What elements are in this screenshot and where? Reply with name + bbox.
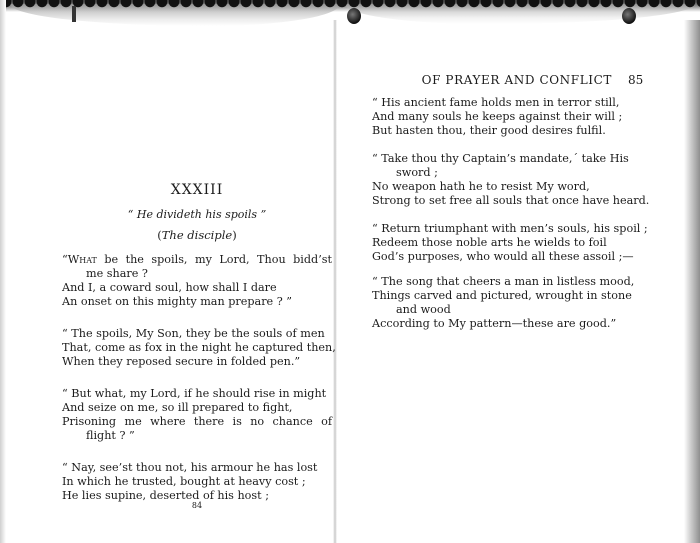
poem-line [62, 253, 332, 267]
poem-line: “ The song that cheers a man in listless mood, [372, 275, 635, 288]
book-gutter [333, 20, 337, 543]
poem-line: “ His ancient fame holds men in terror still, [372, 96, 620, 109]
speaker-open-paren: ( [157, 228, 162, 242]
poem-line: Things carved and pictured, wrought in stone [372, 289, 632, 302]
binding-ring-icon [347, 8, 361, 24]
speaker-name: The disciple [161, 228, 233, 242]
poem-line: flight ? ” [86, 429, 135, 442]
poem-line: “ The spoils, My Son, they be the souls of men [62, 327, 325, 340]
right-page [372, 0, 682, 543]
poem-line: “ Take thou thy Captain’s mandate,´ take His [372, 152, 629, 165]
line-rest: be the spoils, my Lord, Thou bidd’st [96, 253, 332, 266]
right-page-edge [684, 20, 700, 543]
poem-line: But hasten thou, their good desires fulfil. [372, 124, 606, 137]
poem-line: “ But what, my Lord, if he should rise in might [62, 387, 327, 400]
page-number-left: 84 [191, 501, 203, 510]
poem-line: Redeem those noble arts he wields to foil [372, 236, 607, 249]
poem-line: That, come as fox in the night he captured then, [62, 341, 336, 354]
left-page [62, 0, 336, 543]
page-number-right: 85 [628, 73, 644, 87]
poem-line: Strong to set free all souls that once have heard. [372, 194, 650, 207]
left-page-edge [0, 0, 6, 543]
poem-line: and wood [396, 303, 451, 316]
chapter-number: XXXIII [170, 182, 224, 198]
poem-line: An onset on this mighty man prepare ? ” [62, 295, 292, 308]
poem-line: “ Return triumphant with men’s souls, his spoil ; [372, 222, 648, 235]
poem-line: According to My pattern—these are good.” [372, 317, 617, 330]
open-quote: “ [62, 253, 68, 266]
poem-line: “ Nay, see’st thou not, his armour he has lost [62, 461, 318, 474]
epigraph: “ He divideth his spoils ” [127, 208, 267, 221]
poem-line: In which he trusted, bought at heavy cost ; [62, 475, 306, 488]
poem-line: He lies supine, deserted of his host ; [62, 489, 269, 502]
poem-line: sword ; [396, 166, 438, 179]
poem-line: And many souls he keeps against their will ; [372, 110, 623, 123]
poem-line: Prisoning me where there is no chance of [62, 415, 332, 428]
poem-line: me share ? [86, 267, 148, 280]
poem-line: God’s purposes, who would all these assoil ;— [372, 250, 634, 263]
speaker-close-paren: ) [232, 228, 237, 242]
running-head: OF PRAYER AND CONFLICT [421, 73, 612, 87]
poem-line: And I, a coward soul, how shall I dare [62, 281, 277, 294]
poem-line: And seize on me, so ill prepared to fight, [62, 401, 293, 414]
speaker-label [62, 228, 332, 242]
poem-line: No weapon hath he to resist My word, [372, 180, 590, 193]
drop-word: What [67, 253, 97, 266]
poem-line: When they reposed secure in folded pen.” [62, 355, 301, 368]
